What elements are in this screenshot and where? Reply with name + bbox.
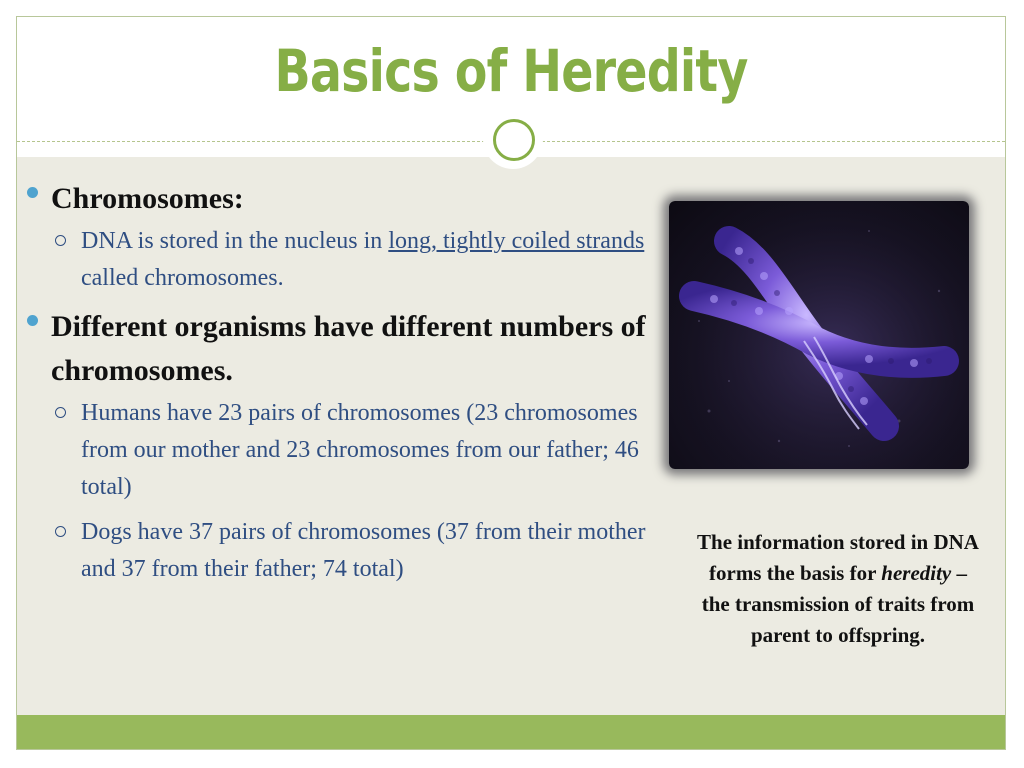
sub-bullet-dogs-text: Dogs have 37 pairs of chromosomes (37 from their mother and 37 from their father; 74 total) <box>81 519 646 582</box>
sub-bullet-dna <box>23 223 663 297</box>
caption <box>693 527 983 651</box>
bullet-dot-icon <box>27 187 38 198</box>
sub-bullet-dogs <box>23 514 663 588</box>
sub-bullet-dna-pre: DNA is stored in the nucleus in <box>81 228 389 254</box>
chromosome-image <box>669 201 969 469</box>
sub-bullet-dna-post: called chromosomes. <box>81 265 284 291</box>
caption-heredity: heredity <box>881 561 952 585</box>
slide-title: Basics of Heredity <box>274 37 748 105</box>
bullet-list <box>23 177 663 596</box>
bullet-dot-icon <box>27 315 38 326</box>
footer-bar <box>17 715 1005 749</box>
bullet-chromosomes-text: Chromosomes: <box>51 182 244 215</box>
bullet-different-organisms <box>23 305 663 393</box>
sub-bullet-humans <box>23 395 663 506</box>
sub-bullet-humans-text: Humans have 23 pairs of chromosomes (23 chromosomes from our mother and 23 chromosomes from our father; 46 total) <box>81 400 639 500</box>
sub-bullet-circle-icon <box>55 407 66 418</box>
sub-bullet-circle-icon <box>55 526 66 537</box>
sub-bullet-dna-underlined: long, tightly coiled strands <box>388 228 645 254</box>
sub-bullet-circle-icon <box>55 235 66 246</box>
ring-ornament <box>487 113 539 165</box>
caption-post: – the transmission of traits from parent to offspring. <box>701 561 975 647</box>
bullet-chromosomes <box>23 177 663 221</box>
slide <box>16 16 1006 750</box>
bullet-different-organisms-text: Different organisms have different numbers of chromosomes. <box>51 310 646 387</box>
caption-pre: The information stored in DNA forms the basis for <box>697 530 979 585</box>
